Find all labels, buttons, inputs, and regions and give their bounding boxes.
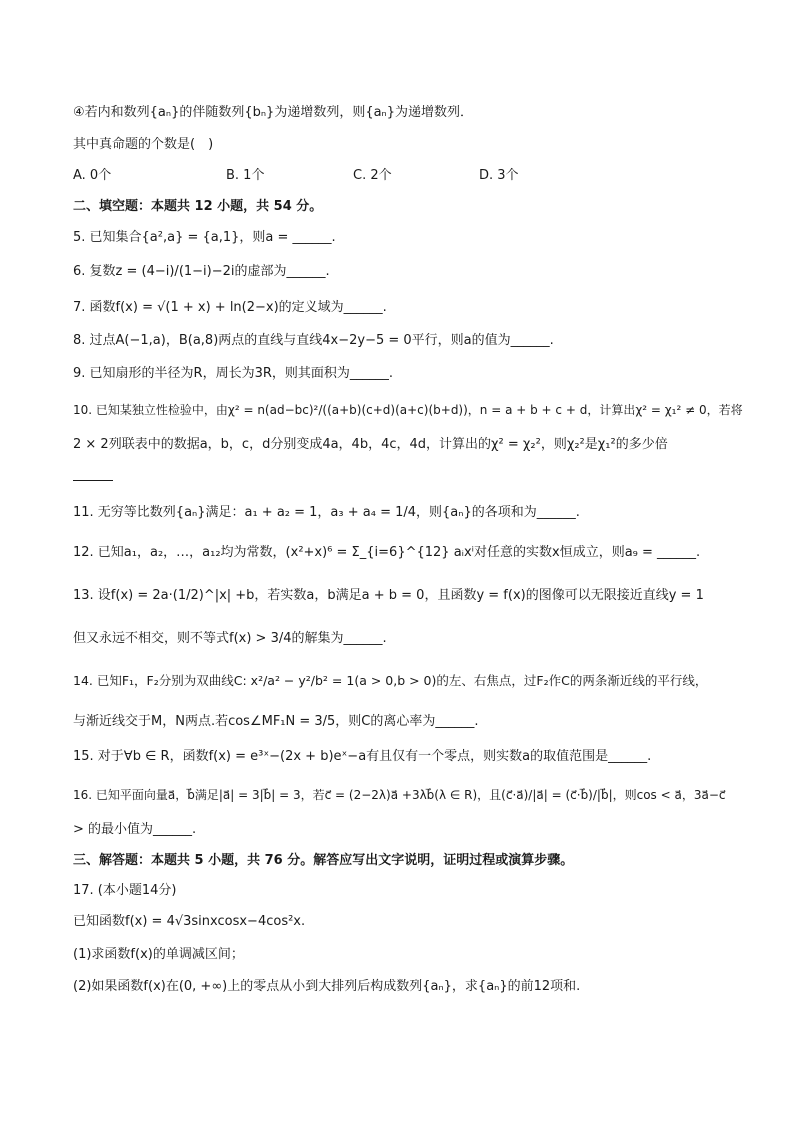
question-prompt: 其中真命题的个数是( ) [73,137,214,152]
question-10-answer-blank [73,468,113,486]
choice-c: C. 2个 [353,168,392,183]
question-12: 12. 已知a₁，a₂，…，a₁₂均为常数，(x²+x)⁶ = Σ_{i=6}^{12} aᵢxⁱ对任意的实数x恒成立，则a₉ = ______. [73,545,701,560]
question-13-line-2: 但又永远不相交，则不等式f(x) > 3/4的解集为______. [73,631,387,646]
statement-4: ④若内和数列{aₙ}的伴随数列{bₙ}为递增数列，则{aₙ}为递增数列． [73,105,474,120]
question-17-heading: 17. (本小题14分) [73,883,177,898]
question-6: 6. 复数z = (4−i)/(1−i)−2i的虚部为______. [73,264,330,279]
section-heading-solutions: 三、解答题：本题共 5 小题，共 76 分。解答应写出文字说明，证明过程或演算步骤。 [73,853,574,868]
question-16-line-1: 16. 已知平面向量a⃗，b⃗满足|a⃗| = 3|b⃗| = 3，若c⃗ = (2−2λ)a⃗ +3λb⃗(λ ∈ R)，且(c⃗·a⃗)/|a⃗| = (c⃗·b⃗)/|b⃗|，则cos < a⃗，3a⃗−c⃗ [73,788,726,802]
question-14-line-1: 14. 已知F₁，F₂分别为双曲线C: x²/a² − y²/b² = 1(a > 0,b > 0)的左、右焦点，过F₂作C的两条渐近线的平行线， [73,673,708,688]
question-16-line-2: > 的最小值为______. [73,822,197,837]
choice-a: A. 0个 [73,168,112,183]
question-10-line-2: 2 × 2列联表中的数据a，b，c，d分别变成4a，4b，4c，4d，计算出的χ² = χ₂²，则χ₂²是χ₁²的多少倍 [73,437,668,452]
question-14-line-2: 与渐近线交于M，N两点.若cos∠MF₁N = 3/5，则C的离心率为______. [73,714,479,729]
choice-d: D. 3个 [479,168,519,183]
question-11: 11. 无穷等比数列{aₙ}满足：a₁ + a₂ = 1，a₃ + a₄ = 1/4，则{aₙ}的各项和为______. [73,505,580,520]
question-17-part-2: (2)如果函数f(x)在(0, +∞)上的零点从小到大排列后构成数列{aₙ}，求{aₙ}的前12项和. [73,979,581,994]
question-13-line-1: 13. 设f(x) = 2a·(1/2)^|x| +b，若实数a，b满足a + b = 0，且函数y = f(x)的图像可以无限接近直线y = 1 [73,588,704,603]
question-17-part-1: (1)求函数f(x)的单调减区间； [73,947,244,962]
question-5: 5. 已知集合{a²,a} = {a,1}，则a = ______. [73,230,336,245]
question-10-line-1: 10. 已知某独立性检验中，由χ² = n(ad−bc)²/((a+b)(c+d)(a+c)(b+d))，n = a + b + c + d，计算出χ² = χ₁² ≠ 0，若将 [73,403,743,417]
question-17-stem: 已知函数f(x) = 4√3sinxcosx−4cos²x. [73,914,306,929]
section-heading-fill-in: 二、填空题：本题共 12 小题，共 54 分。 [73,199,323,214]
choice-b: B. 1个 [226,168,265,183]
question-8: 8. 过点A(−1,a)，B(a,8)两点的直线与直线4x−2y−5 = 0平行，则a的值为______. [73,333,554,348]
question-9: 9. 已知扇形的半径为R，周长为3R，则其面积为______. [73,366,394,381]
question-15: 15. 对于∀b ∈ R，函数f(x) = e³ˣ−(2x + b)eˣ−a有且仅有一个零点，则实数a的取值范围是______. [73,749,652,764]
question-7: 7. 函数f(x) = √(1 + x) + ln(2−x)的定义域为______. [73,300,387,315]
